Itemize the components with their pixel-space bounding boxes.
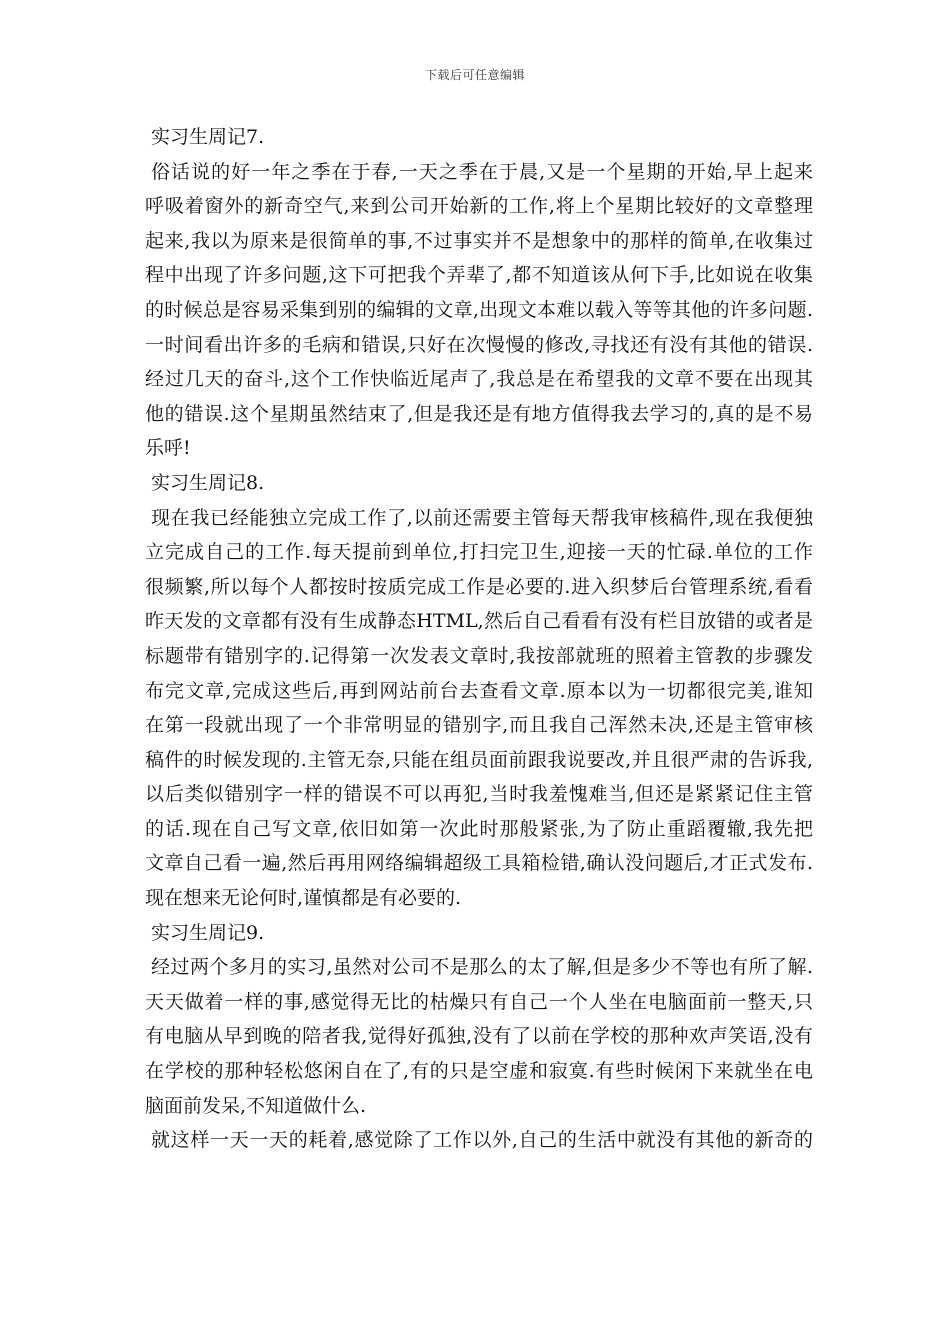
text-line: 标题带有错别字的.记得第一次发表文章时,我按部就班的照着主管教的步骤发 bbox=[145, 644, 813, 667]
text-line: 经过几天的奋斗,这个工作快临近尾声了,我总是在希望我的文章不要在出现其 bbox=[145, 368, 813, 391]
text-line: 起来,我以为原来是很简单的事,不过事实并不是想象中的那样的简单,在收集过 bbox=[145, 229, 813, 252]
text-line: 立完成自己的工作.每天提前到单位,打扫完卫生,迎接一天的忙碌.单位的工作 bbox=[145, 541, 813, 564]
text-line: 俗话说的好一年之季在于春,一天之季在于晨,又是一个星期的开始,早上起来 bbox=[151, 160, 813, 183]
text-line: 文章自己看一遍,然后再用网络编辑超级工具箱检错,确认没问题后,才正式发布. bbox=[145, 852, 813, 875]
text-line: 的话.现在自己写文章,依旧如第一次此时那般紧张,为了防止重蹈覆辙,我先把 bbox=[145, 817, 813, 840]
text-line: 很频繁,所以每个人都按时按质完成工作是必要的.进入织梦后台管理系统,看看 bbox=[145, 575, 813, 598]
page-header: 下载后可任意编辑 bbox=[424, 68, 525, 82]
text-line: 天天做着一样的事,感觉得无比的枯燥只有自己一个人坐在电脑面前一整天,只 bbox=[145, 990, 813, 1013]
section-heading: 实习生周记8. bbox=[151, 471, 265, 494]
text-line: 稿件的时候发现的.主管无奈,只能在组员面前跟我说要改,并且很严肃的告诉我, bbox=[145, 748, 813, 771]
text-line: 他的错误.这个星期虽然结束了,但是我还是有地方值得我去学习的,真的是不易 bbox=[145, 402, 813, 425]
text-line: 经过两个多月的实习,虽然对公司不是那么的太了解,但是多少不等也有所了解. bbox=[151, 956, 813, 979]
section-heading: 实习生周记7. bbox=[151, 126, 265, 148]
section-heading: 实习生周记9. bbox=[151, 921, 265, 944]
text-line: 现在我已经能独立完成工作了,以前还需要主管每天帮我审核稿件,现在我便独 bbox=[151, 506, 813, 529]
text-line: 程中出现了许多问题,这下可把我个弄辈了,都不知道该从何下手,比如说在收集 bbox=[145, 264, 813, 287]
text-line: 以后类似错别字一样的错误不可以再犯,当时我羞愧难当,但还是紧紧记住主管 bbox=[145, 783, 813, 806]
text-line: 呼吸着窗外的新奇空气,来到公司开始新的工作,将上个星期比较好的文章整理 bbox=[145, 195, 813, 218]
text-line: 的时候总是容易采集到别的编辑的文章,出现文本难以载入等等其他的许多问题. bbox=[145, 298, 813, 321]
text-line: 在学校的那种轻松悠闲自在了,有的只是空虚和寂寞.有些时候闲下来就坐在电 bbox=[145, 1060, 813, 1083]
text-line: 乐呼! bbox=[145, 437, 191, 460]
text-line: 就这样一天一天的耗着,感觉除了工作以外,自己的生活中就没有其他的新奇的 bbox=[151, 1129, 813, 1152]
text-line: 有电脑从早到晚的陪者我,觉得好孤独,没有了以前在学校的那种欢声笑语,没有 bbox=[145, 1025, 813, 1048]
text-line: 布完文章,完成这些后,再到网站前台去查看文章.原本以为一切都很完美,谁知 bbox=[145, 679, 813, 702]
text-line: 脑面前发呆,不知道做什么. bbox=[145, 1094, 367, 1117]
document-body bbox=[145, 120, 813, 1158]
text-line: 现在想来无论何时,谨慎都是有必要的. bbox=[145, 887, 462, 910]
text-line: 一时间看出许多的毛病和错误,只好在次慢慢的修改,寻找还有没有其他的错误. bbox=[145, 333, 813, 356]
text-line: 昨天发的文章都有没有生成静态HTML,然后自己看看有没有栏目放错的或者是 bbox=[145, 610, 813, 633]
text-line: 在第一段就出现了一个非常明显的错别字,而且我自己浑然未决,还是主管审核 bbox=[145, 714, 813, 737]
